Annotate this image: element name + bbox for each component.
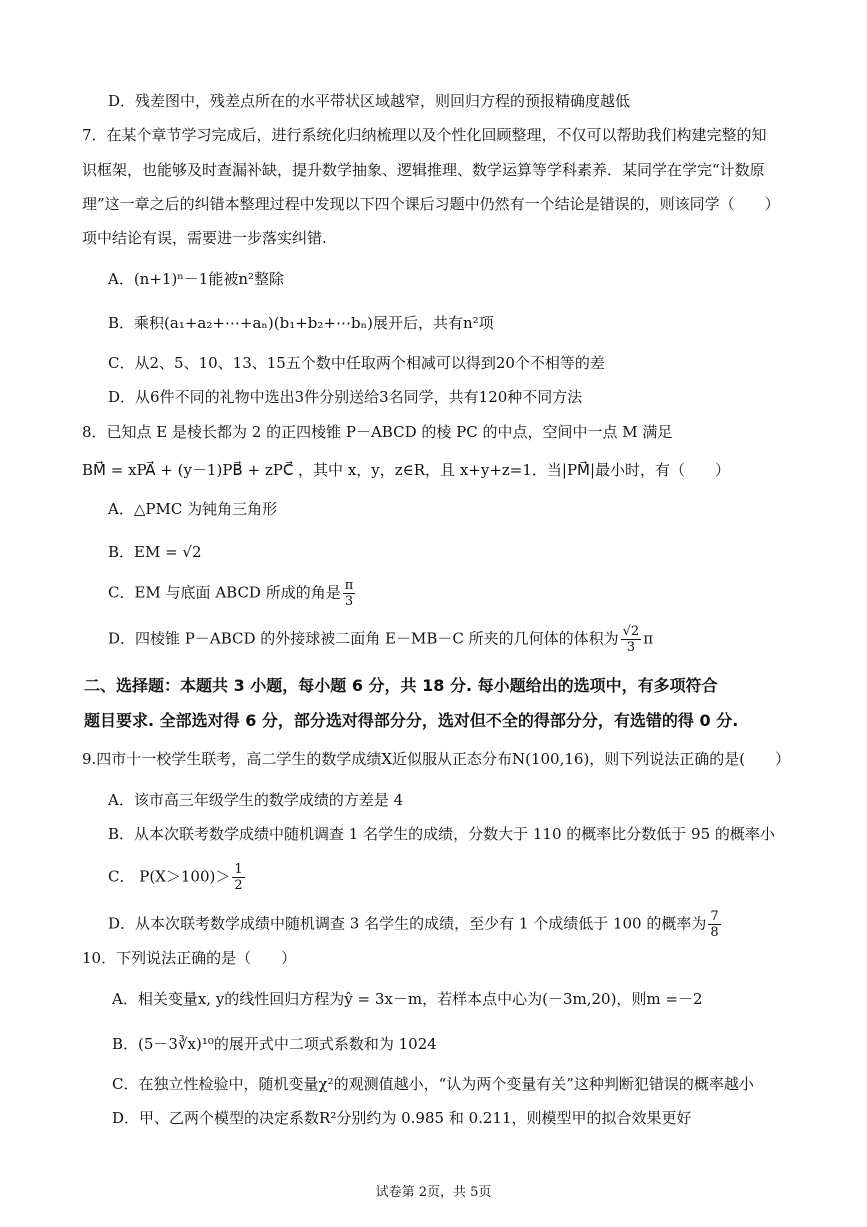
q8-option-a: A．△PMC 为钝角三角形 xyxy=(108,500,278,518)
q10-option-c: C．在独立性检验中，随机变量χ²的观测值越小，“认为两个变量有关”这种判断犯错误的概率越小 xyxy=(112,1075,754,1093)
fraction-numerator: π xyxy=(344,578,354,593)
q10-stem: 10．下列说法正确的是（ ） xyxy=(82,949,297,967)
fraction-one-half xyxy=(232,862,244,893)
q6-option-d: D．残差图中，残差点所在的水平带状区域越窄，则回归方程的预报精确度越低 xyxy=(108,92,631,110)
q8-option-c-text: C．EM 与底面 ABCD 所成的角是 xyxy=(108,583,341,602)
q7-option-a: A．(n+1)ⁿ－1能被n²整除 xyxy=(108,270,285,288)
section-2-heading-line-1: 二、选择题：本题共 3 小题，每小题 6 分，共 18 分. 每小题给出的选项中，有多项符合 xyxy=(84,676,718,695)
q9-option-a: A．该市高三年级学生的数学成绩的方差是 4 xyxy=(108,791,404,809)
q10-option-d: D．甲、乙两个模型的决定系数R²分别约为 0.985 和 0.211，则模型甲的拟合效果更好 xyxy=(112,1109,692,1127)
fraction-seven-eighths xyxy=(708,909,720,940)
q8-option-d xyxy=(108,624,653,655)
q8-stem-line-1: 8．已知点 E 是棱长都为 2 的正四棱锥 P－ABCD 的棱 PC 的中点，空间中一点 M 满足 xyxy=(82,423,673,441)
q9-option-d-text: D．从本次联考数学成绩中随机调查 3 名学生的成绩，至少有 1 个成绩低于 100 的概率为 xyxy=(108,914,707,933)
fraction-numerator: √2 xyxy=(622,624,640,639)
q10-option-b: B．(5－3∛x)¹⁰的展开式中二项式系数和为 1024 xyxy=(112,1035,437,1053)
q8-option-b: B．EM = √2 xyxy=(108,543,202,561)
q7-stem-line-4: 项中结论有误，需要进一步落实纠错. xyxy=(82,229,327,247)
fraction-denominator: 3 xyxy=(626,640,636,655)
q9-stem: 9.四市十一校学生联考，高二学生的数学成绩X近似服从正态分布N(100,16)，则下列说法正确的是( ） xyxy=(82,750,791,768)
q10-option-a: A．相关变量x, y的线性回归方程为ŷ = 3x－m，若样本点中心为(－3m,20)，则m =－2 xyxy=(112,990,703,1008)
q9-option-c-text: C． P(X＞100)＞ xyxy=(108,867,231,886)
q9-option-c xyxy=(108,862,247,893)
q9-option-b: B．从本次联考数学成绩中随机调查 1 名学生的成绩，分数大于 110 的概率比分数低于 95 的概率小 xyxy=(108,825,775,843)
fraction-denominator: 2 xyxy=(234,878,243,893)
q7-option-c: C．从2、5、10、13、15五个数中任取两个相减可以得到20个不相等的差 xyxy=(108,354,605,372)
section-2-heading-line-2: 题目要求. 全部选对得 6 分，部分选对得部分分，选对但不全的得部分分，有选错的得 0 分. xyxy=(84,711,739,730)
fraction-denominator: 8 xyxy=(710,925,719,940)
fraction-sqrt2-over-3 xyxy=(621,624,642,655)
q8-stem-line-2: BM⃗ = xPA⃗ + (y－1)PB⃗ + zPC⃗ ，其中 x，y，z∈R，且 x+y+z=1．当|PM⃗|最小时，有（ ） xyxy=(82,461,731,479)
q8-option-c xyxy=(108,578,357,609)
q8-option-d-text: D．四棱锥 P－ABCD 的外接球被二面角 E－MB－C 所夹的几何体的体积为 xyxy=(108,629,619,648)
q7-stem-line-1: 7．在某个章节学习完成后，进行系统化归纳梳理以及个性化回顾整理，不仅可以帮助我们构建完整的知 xyxy=(82,126,767,144)
pi-symbol: π xyxy=(643,629,654,648)
q7-option-d: D．从6件不同的礼物中选出3件分别送给3名同学，共有120种不同方法 xyxy=(108,388,583,406)
q7-stem-line-2: 识框架，也能够及时查漏补缺，提升数学抽象、逻辑推理、数学运算等学科素养．某同学在学完“计数原 xyxy=(82,161,765,179)
fraction-pi-over-3 xyxy=(343,578,356,609)
fraction-numerator: 7 xyxy=(710,909,719,924)
q7-stem-line-3: 理”这一章之后的纠错本整理过程中发现以下四个课后习题中仍然有一个结论是错误的，则该同学（ ） xyxy=(82,195,780,213)
q9-option-d xyxy=(108,909,723,940)
page-footer: 试卷第 2页，共 5页 xyxy=(375,1185,492,1200)
q7-option-b: B．乘积(a₁+a₂+⋯+aₙ)(b₁+b₂+⋯bₙ)展开后，共有n²项 xyxy=(108,314,494,332)
fraction-numerator: 1 xyxy=(234,862,243,877)
fraction-denominator: 3 xyxy=(344,594,354,609)
